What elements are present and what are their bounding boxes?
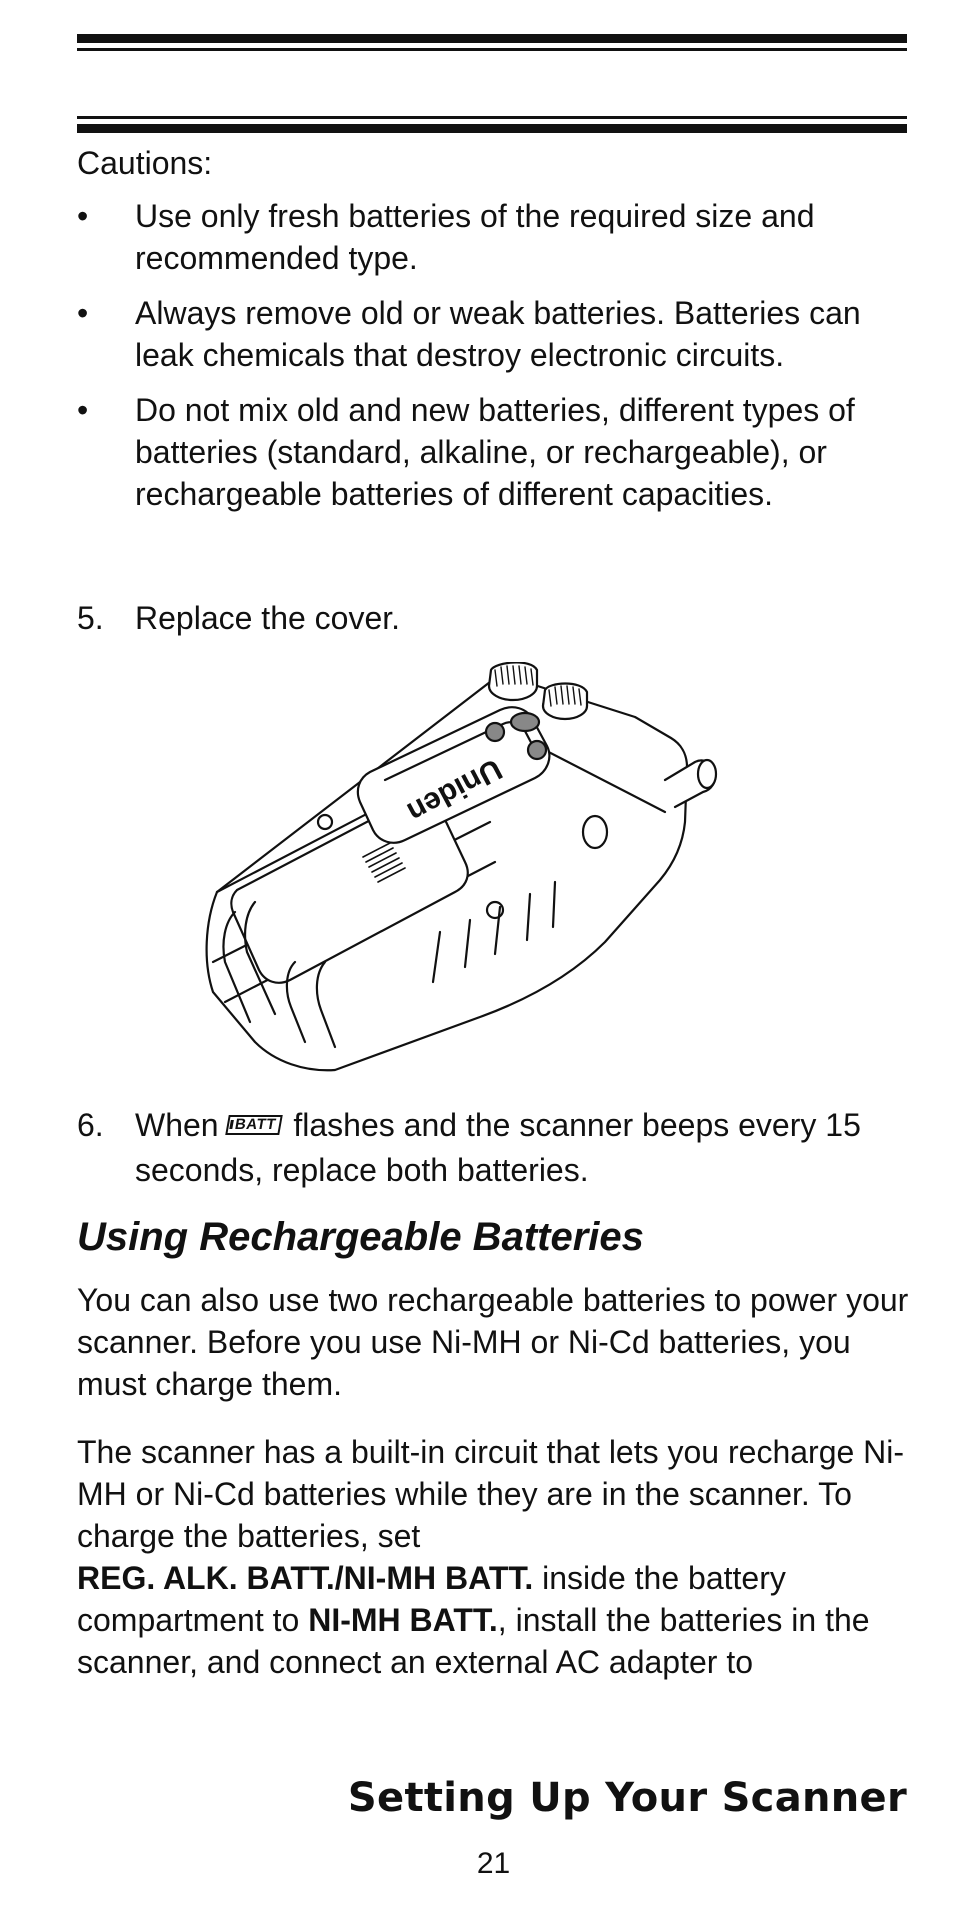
step-number: 6.: [77, 1107, 104, 1143]
cautions-label: Cautions:: [77, 145, 213, 181]
bullet-icon: •: [77, 392, 89, 428]
battery-icon: BATT: [225, 1115, 282, 1135]
bullet-icon: •: [77, 198, 89, 234]
paragraph-2-part-3: , install the batteries in the scanner, and connect an external AC adapter to: [77, 1602, 870, 1680]
caution-text: Do not mix old and new batteries, different types of batteries (standard, alkaline, or rechargeable), or rechargeable batteries of different capacities.: [135, 392, 855, 512]
paragraph-2-part-1: The scanner has a built-in circuit that lets you recharge Ni-MH or Ni-Cd batteries while they are in the scanner. To charge the batteries, set: [77, 1434, 905, 1554]
top-rule-thin: [77, 48, 907, 51]
setting-name: REG. ALK. BATT./NI-MH BATT.: [77, 1560, 534, 1596]
setting-value: NI-MH BATT.: [308, 1602, 498, 1638]
bullet-icon: •: [77, 295, 89, 331]
paragraph-2: [77, 1431, 909, 1683]
step-5: [77, 597, 909, 639]
second-rule-thick: [77, 124, 907, 133]
step-6: [77, 1103, 909, 1193]
step-text-before-icon: When: [135, 1107, 219, 1143]
step-text: [135, 1103, 909, 1193]
caution-text: Always remove old or weak batteries. Batteries can leak chemicals that destroy electronic circuits.: [135, 295, 861, 373]
section-heading: Using Rechargeable Batteries: [77, 1215, 644, 1259]
page-number: 21: [476, 1847, 511, 1880]
caution-text: Use only fresh batteries of the required size and recommended type.: [135, 198, 815, 276]
brand-logo-text: Uniden: [401, 751, 508, 829]
scanner-back-illustration: [195, 662, 740, 1080]
step-text: Replace the cover.: [135, 600, 401, 636]
cautions-list: [77, 195, 909, 528]
step-number: 5.: [77, 600, 104, 636]
paragraph-2-part-2: inside the battery compartment to: [77, 1560, 786, 1638]
step-text-after-icon: flashes and the scanner beeps every 15 seconds, replace both batteries.: [135, 1107, 861, 1188]
caution-item: [77, 195, 909, 279]
footer-chapter-title: Setting Up Your Scanner: [347, 1775, 907, 1821]
second-rule-thin: [77, 116, 907, 119]
top-rule-thick: [77, 34, 907, 43]
caution-item: [77, 389, 909, 515]
caution-item: [77, 292, 909, 376]
paragraph-1: You can also use two rechargeable batteries to power your scanner. Before you use Ni-MH or Ni-Cd batteries, you must charge them.: [77, 1282, 909, 1402]
